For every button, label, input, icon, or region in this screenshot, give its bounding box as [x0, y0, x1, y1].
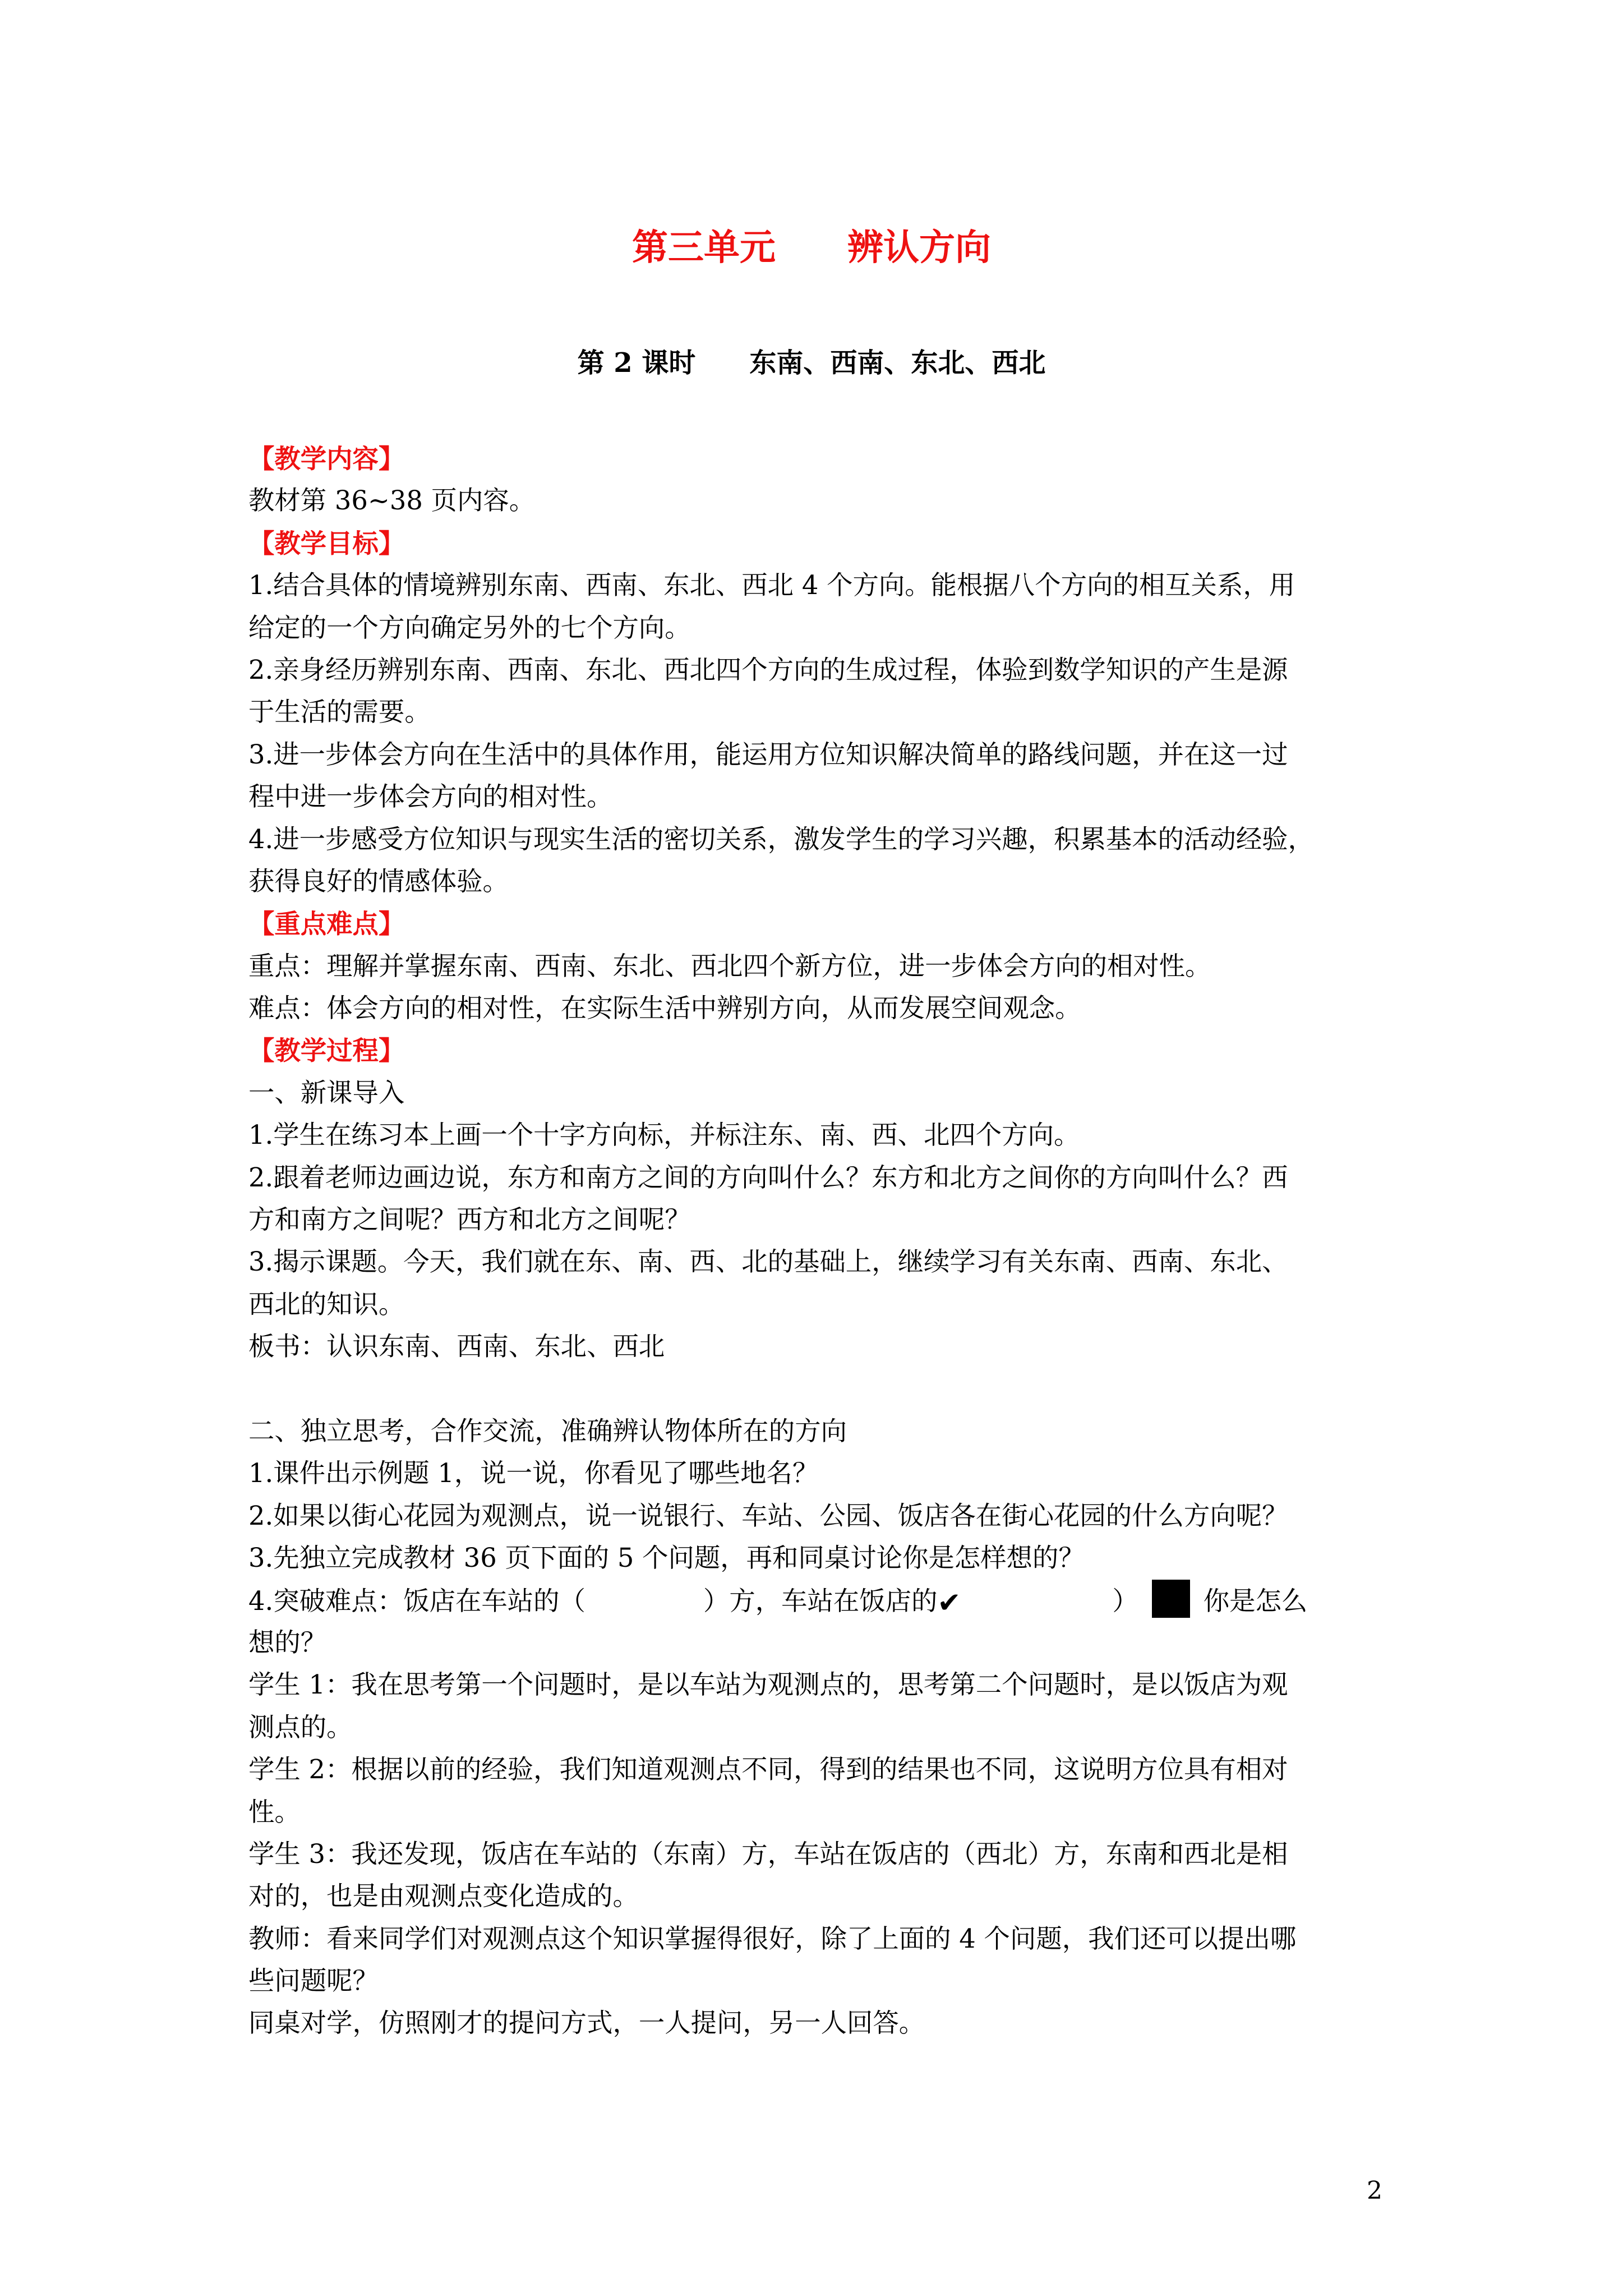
section-2-title: 二、独立思考，合作交流，准确辨认物体所在的方向	[248, 1415, 847, 1446]
student-2-line-2: 性。	[248, 1796, 301, 1827]
student-3-line-2: 对的，也是由观测点变化造成的。	[248, 1881, 639, 1912]
unit-title: 第三单元 辨认方向	[632, 227, 991, 269]
section-2-item-4-line-1	[248, 1580, 1394, 1622]
page-number: 2	[1367, 2177, 1382, 2205]
item-4-text-d: 你是怎么	[1203, 1585, 1308, 1616]
heading-teaching-goals: 【教学目标】	[248, 527, 405, 559]
section-1-item-2-line-2: 方和南方之间呢？西方和北方之间呢？	[248, 1204, 691, 1235]
difficult-point: 难点：体会方向的相对性，在实际生活中辨别方向，从而发展空间观念。	[248, 993, 1081, 1024]
teacher-line-1: 教师：看来同学们对观测点这个知识掌握得很好，除了上面的 4 个问题，我们还可以提出哪	[248, 1923, 1297, 1954]
heading-key-difficult: 【重点难点】	[248, 908, 405, 940]
student-1-line-1: 学生 1：我在思考第一个问题时，是以车站为观测点的，思考第二个问题时，是以饭店为观	[248, 1669, 1288, 1700]
pair-work: 同桌对学，仿照刚才的提问方式，一人提问，另一人回答。	[248, 2008, 925, 2039]
student-3-line-1: 学生 3：我还发现，饭店在车站的（东南）方，车站在饭店的（西北）方，东南和西北是相	[248, 1838, 1288, 1869]
blank-line	[248, 1368, 1394, 1410]
goal-2-line-1: 2.亲身经历辨别东南、西南、东北、西北四个方向的生成过程，体验到数学知识的产生是源	[248, 654, 1288, 685]
heading-teaching-process: 【教学过程】	[248, 1035, 405, 1066]
document-body	[248, 438, 1394, 2045]
section-1-item-2-line-1: 2.跟着老师边画边说，东方和南方之间的方向叫什么？东方和北方之间你的方向叫什么？西	[248, 1162, 1288, 1193]
teacher-line-2: 些问题呢？	[248, 1966, 379, 1996]
black-square-icon	[1152, 1580, 1190, 1618]
section-1-title: 一、新课导入	[248, 1077, 405, 1108]
section-1-item-3-line-1: 3.揭示课题。今天，我们就在东、南、西、北的基础上，继续学习有关东南、西南、东北、	[248, 1246, 1288, 1277]
section-1-item-1: 1.学生在练习本上画一个十字方向标，并标注东、南、西、北四个方向。	[248, 1120, 1080, 1151]
lesson-title: 第 2 课时 东南、西南、东北、西北	[577, 347, 1046, 379]
goal-2-line-2: 于生活的需要。	[248, 697, 431, 728]
student-2-line-1: 学生 2：根据以前的经验，我们知道观测点不同，得到的结果也不同，这说明方位具有相对	[248, 1754, 1288, 1785]
key-point: 重点：理解并掌握东南、西南、东北、西北四个新方位，进一步体会方向的相对性。	[248, 950, 1211, 981]
goal-4-line-2: 获得良好的情感体验。	[248, 866, 509, 896]
item-4-text-c: ）	[1112, 1585, 1138, 1616]
section-2-item-3: 3.先独立完成教材 36 页下面的 5 个问题，再和同桌讨论你是怎样想的？	[248, 1543, 1085, 1573]
section-2-item-1: 1.课件出示例题 1，说一说，你看见了哪些地名？	[248, 1458, 819, 1489]
check-mark-icon: ✔	[937, 1586, 961, 1619]
section-2-item-2: 2.如果以街心花园为观测点，说一说银行、车站、公园、饭店各在街心花园的什么方向呢？	[248, 1500, 1288, 1531]
section-1-board: 板书：认识东南、西南、东北、西北	[248, 1331, 665, 1362]
section-1-item-3-line-2: 西北的知识。	[248, 1289, 405, 1319]
goal-4-line-1: 4.进一步感受方位知识与现实生活的密切关系，激发学生的学习兴趣，积累基本的活动经验，	[248, 823, 1314, 854]
student-1-line-2: 测点的。	[248, 1711, 353, 1742]
goal-3-line-2: 程中进一步体会方向的相对性。	[248, 781, 613, 812]
item-4-text-a: 4.突破难点：饭店在车站的（	[248, 1585, 585, 1616]
item-4-text-b: ）方，车站在饭店的	[703, 1585, 938, 1616]
goal-1-line-1: 1.结合具体的情境辨别东南、西南、东北、西北 4 个方向。能根据八个方向的相互关系，用	[248, 570, 1295, 601]
goal-3-line-1: 3.进一步体会方向在生活中的具体作用，能运用方位知识解决简单的路线问题，并在这一过	[248, 739, 1288, 770]
teaching-content-text: 教材第 36~38 页内容。	[248, 485, 536, 516]
section-2-item-4-line-2: 想的？	[248, 1627, 327, 1658]
heading-teaching-content: 【教学内容】	[248, 443, 405, 474]
goal-1-line-2: 给定的一个方向确定另外的七个方向。	[248, 612, 691, 643]
